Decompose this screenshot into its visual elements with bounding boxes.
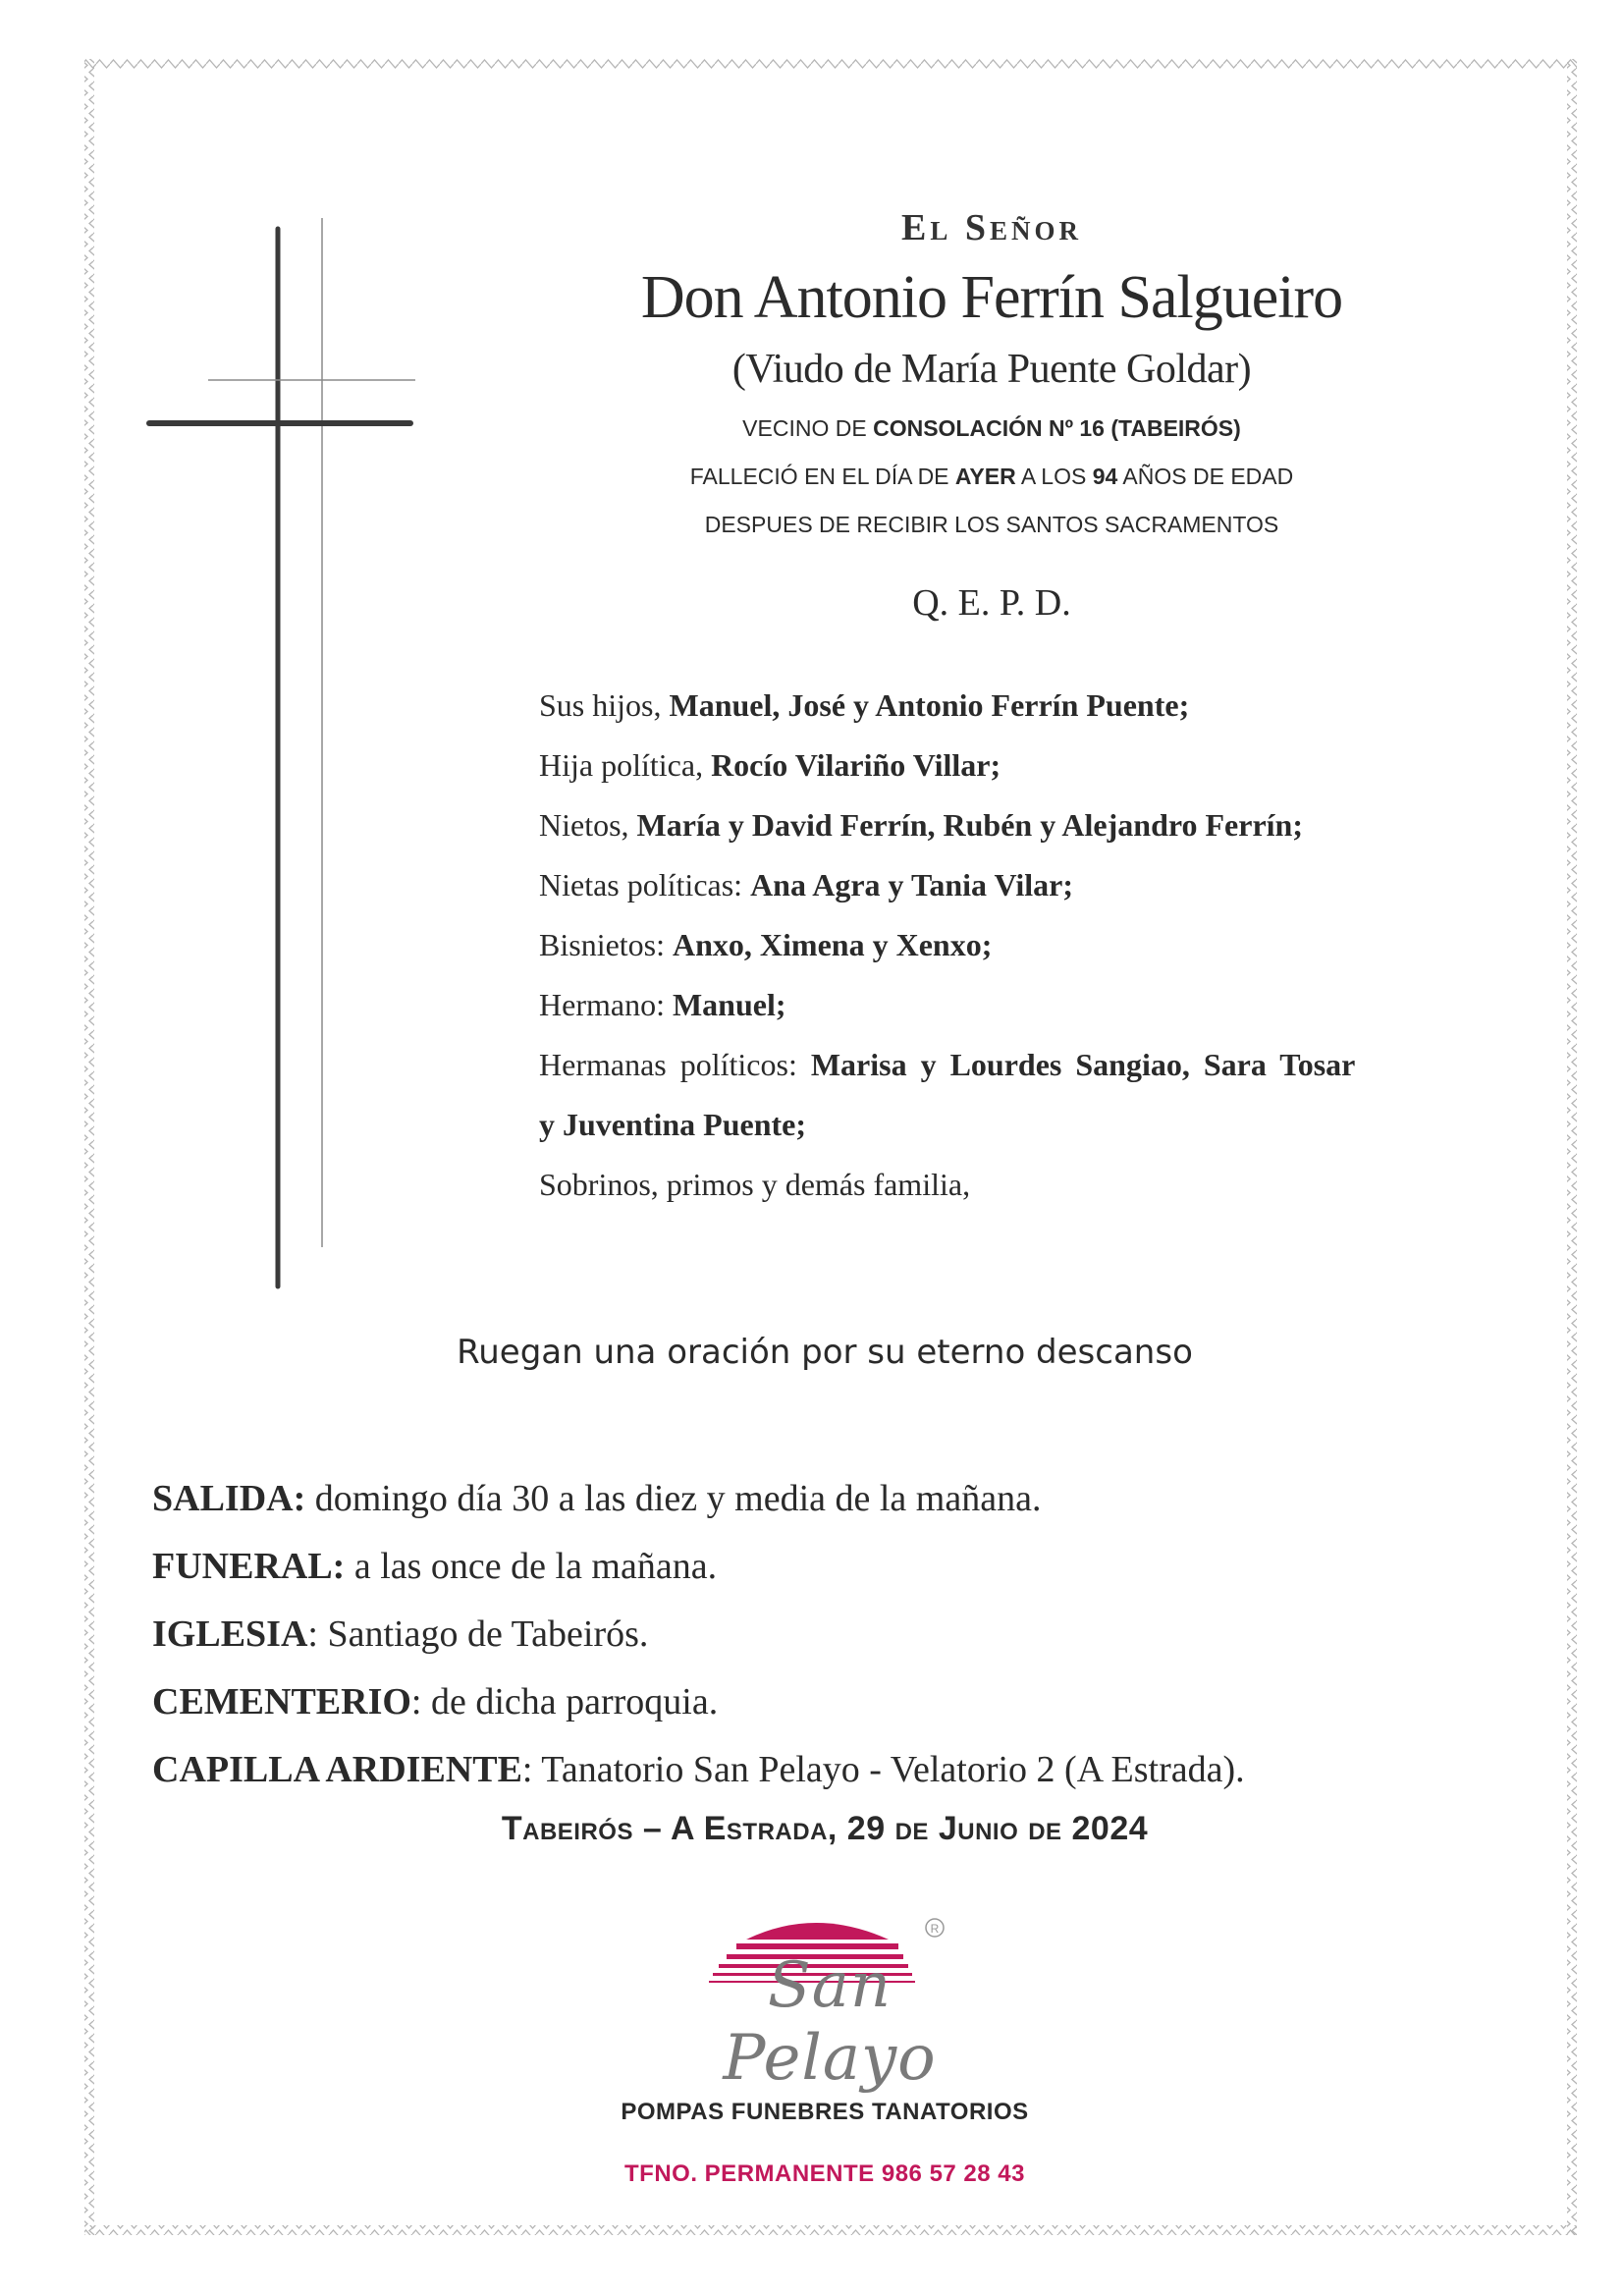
family-row [539,1155,1501,1215]
deceased-name: Don Antonio Ferrín Salgueiro [640,264,1343,331]
cross-icon [0,0,442,1306]
family-label: Hija política, [539,747,712,783]
detail-row [152,1601,1527,1668]
family-label: Hermano: [539,987,673,1022]
family-label: Bisnietos: [539,927,674,962]
residence-line [550,415,1434,442]
detail-label: IGLESIA [152,1613,308,1655]
family-label: Nietos, [539,807,637,843]
family-row [539,1095,1501,1155]
family-row [539,915,1501,975]
widow-of: (Viudo de María Puente Goldar) [731,347,1252,392]
family-label: Sus hijos, [539,687,670,723]
detail-label: SALIDA: [152,1478,306,1519]
family-names: María y David Ferrín, Rubén y Alejandro Ferrín; [636,807,1303,843]
family-names: Ana Agra y Tania Vilar; [750,867,1074,902]
family-row [539,736,1501,795]
detail-row [152,1465,1527,1533]
death-text-e: AÑOS DE EDAD [1117,464,1294,489]
logo-wordmark: San Pelayo [723,1949,937,2095]
family-row [539,676,1501,736]
title-el-senor: El Señor [901,207,1082,248]
residence-address: CONSOLACIÓN Nº 16 (TABEIRÓS) [873,415,1241,441]
family-label: Nietas políticas: [539,867,751,902]
family-label: Sobrinos, primos y demás familia, [539,1167,971,1202]
family-label: Hermanas políticos: [539,1047,811,1082]
funeral-details [152,1465,1527,1804]
detail-label: CEMENTERIO [152,1681,411,1722]
place-date: Tabeirós – A Estrada, 29 de Junio de 2024 [501,1810,1149,1847]
detail-row [152,1736,1527,1804]
family-list [539,676,1501,1215]
detail-row [152,1668,1527,1736]
company-tagline: POMPAS FUNEBRES TANATORIOS [621,2099,1029,2125]
detail-row [152,1533,1527,1601]
family-row [539,855,1501,915]
family-row [539,795,1501,855]
family-names: Anxo, Ximena y Xenxo; [673,927,993,962]
death-line [550,464,1434,490]
detail-label: FUNERAL: [152,1546,346,1587]
detail-label: CAPILLA ARDIENTE [152,1749,522,1790]
family-row [539,975,1501,1035]
detail-text: : Tanatorio San Pelayo - Velatorio 2 (A Estrada). [521,1749,1245,1790]
death-text-a: FALLECIÓ EN EL DÍA DE [689,464,955,489]
death-text-c: A LOS [1015,464,1093,489]
death-day: AYER [954,464,1016,489]
residence-prefix: VECINO DE [742,415,874,441]
detail-text: : Santiago de Tabeirós. [307,1613,649,1655]
family-names: y Juventina Puente; [539,1107,806,1142]
phone-number: TFNO. PERMANENTE 986 57 28 43 [624,2160,1025,2187]
detail-text: : de dicha parroquia. [410,1681,719,1722]
sacraments-line: DESPUES DE RECIBIR LOS SANTOS SACRAMENTOS [704,512,1279,537]
detail-text: domingo día 30 a las diez y media de la mañana. [305,1478,1042,1519]
registered-mark: R [930,1922,940,1936]
death-age: 94 [1092,464,1118,489]
family-row [539,1035,1501,1095]
family-names: Rocío Vilariño Villar; [711,747,1001,783]
family-names: Manuel; [672,987,786,1022]
detail-text: a las once de la mañana. [345,1546,718,1587]
prayer-request: Ruegan una oración por su eterno descanso [457,1333,1193,1372]
family-names: Manuel, José y Antonio Ferrín Puente; [669,687,1190,723]
qepd: Q. E. P. D. [912,582,1071,624]
family-names: Marisa y Lourdes Sangiao, Sara Tosar [810,1047,1356,1082]
